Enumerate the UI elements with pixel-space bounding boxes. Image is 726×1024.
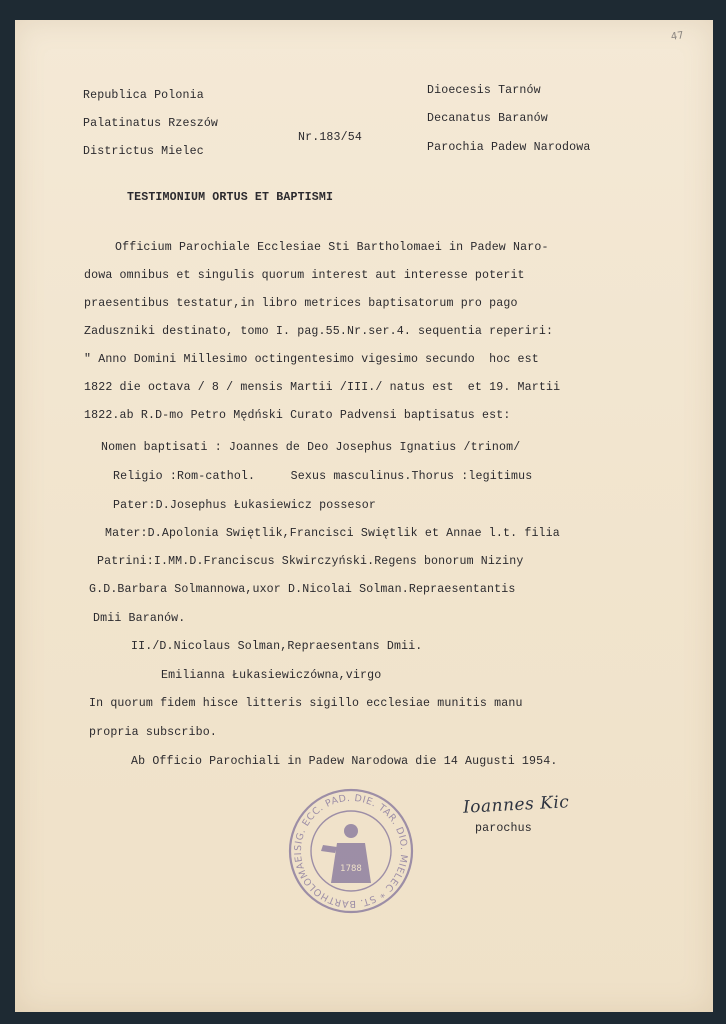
priest-signature: Ioannes Kic [462, 792, 570, 818]
entry-name: Nomen baptisati : Joannes de Deo Josephus Ignatius /trinom/ [101, 441, 521, 454]
entry-father: Pater:D.Josephus Łukasiewicz possesor [113, 499, 376, 512]
header-deanery: Decanatus Baranów [427, 112, 548, 125]
entry-mother: Mater:D.Apolonia Swiętlik,Francisci Swiętlik et Annae l.t. filia [105, 527, 560, 540]
body-line: Zaduszniki destinato, tomo I. pag.55.Nr.ser.4. sequentia reperiri: [84, 325, 554, 338]
parish-seal [287, 787, 415, 915]
header-diocese: Dioecesis Tarnów [427, 84, 541, 97]
entry-godparents: Patrini:I.MM.D.Franciscus Skwirczyński.Regens bonorum Niziny [97, 555, 524, 568]
entry-godparents-cont: Dmii Baranów. [93, 612, 186, 625]
issue-place-date: Ab Officio Parochiali in Padew Narodowa die 14 Augusti 1954. [131, 755, 558, 768]
entry-godparents-cont: G.D.Barbara Solmannowa,uxor D.Nicolai Solman.Repraesentantis [89, 583, 516, 596]
body-line: praesentibus testatur,in libro metrices baptisatorum pro pago [84, 297, 518, 310]
body-line: In quorum fidem hisce litteris sigillo ecclesiae munitis manu [89, 697, 523, 710]
body-line: propria subscribo. [89, 726, 217, 739]
seal-year: 1788 [340, 864, 362, 874]
header-parish: Parochia Padew Narodowa [427, 141, 591, 154]
header-country: Republica Polonia [83, 89, 204, 102]
body-line: 1822.ab R.D-mo Petro Mędński Curato Padvensi baptisatus est: [84, 409, 511, 422]
document-title: TESTIMONIUM ORTUS ET BAPTISMI [127, 191, 334, 204]
document-number: Nr.183/54 [298, 131, 362, 144]
entry-godmother-2: Emilianna Łukasiewiczówna,virgo [161, 669, 382, 682]
body-line: Officium Parochiale Ecclesiae Sti Bartholomaei in Padew Naro- [115, 241, 549, 254]
body-line: " Anno Domini Millesimo octingentesimo vigesimo secundo hoc est [84, 353, 539, 366]
signature-title: parochus [475, 822, 532, 835]
header-province: Palatinatus Rzeszów [83, 117, 219, 130]
archive-pencil-number: 47 [670, 30, 685, 43]
seal-inscription: SIG. ECC. PAD. DIE. TAR. DIO. MIELEC * ST. BARTHOLOMAEI [292, 792, 410, 910]
body-line: 1822 die octava / 8 / mensis Martii /III./ natus est et 19. Martii [84, 381, 561, 394]
saint-figure-icon [321, 824, 371, 883]
entry-godparents-2: II./D.Nicolaus Solman,Repraesentans Dmii. [131, 640, 423, 653]
entry-religion: Religio :Rom-cathol. Sexus masculinus.Thorus :legitimus [113, 470, 533, 483]
body-line: dowa omnibus et singulis quorum interest aut interesse poterit [84, 269, 525, 282]
header-district: Districtus Mielec [83, 145, 204, 158]
